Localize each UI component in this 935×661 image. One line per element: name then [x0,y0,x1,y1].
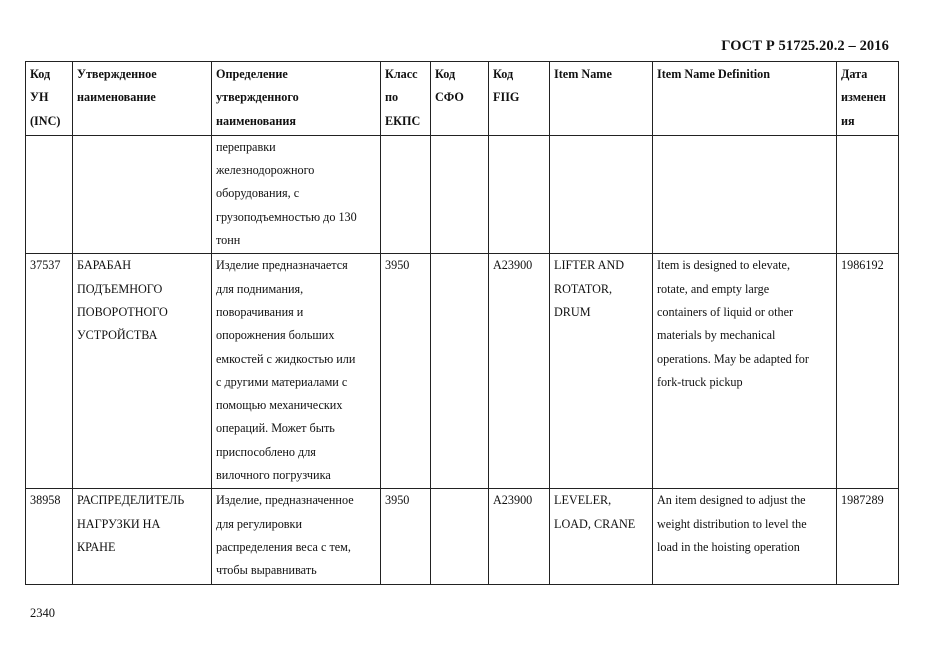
cell-item-name [550,135,653,253]
cell-inc: 37537 [26,254,73,489]
table-row [26,135,899,253]
table-row [26,254,899,489]
column-header-approved-name: Утвержденное наименование [73,62,212,136]
cell-approved-name: РАСПРЕДЕЛИТЕЛЬ НАГРУЗКИ НА КРАНЕ [73,489,212,584]
cell-item-name-definition: Item is designed to elevate, rotate, and empty large containers of liquid or other materials by mechanical operations. May be adapted for fork-truck pickup [653,254,837,489]
cell-sfo-code [431,135,489,253]
cell-item-name-definition [653,135,837,253]
column-header-inc: Код УН (INC) [26,62,73,136]
cell-change-date [837,135,899,253]
column-header-item-name-definition: Item Name Definition [653,62,837,136]
cell-ekps-class: 3950 [381,254,431,489]
cell-fiig-code: A23900 [489,254,550,489]
cell-approved-name [73,135,212,253]
column-header-change-date: Дата изменен ия [837,62,899,136]
cell-sfo-code [431,489,489,584]
cell-ekps-class [381,135,431,253]
cell-name-definition: переправки железнодорожного оборудования, с грузоподъемностью до 130 тонн [212,135,381,253]
cell-inc: 38958 [26,489,73,584]
document-standard-header: ГОСТ Р 51725.20.2 – 2016 [721,38,889,54]
cell-item-name-definition: An item designed to adjust the weight distribution to level the load in the hoisting operation [653,489,837,584]
table-header-row [26,62,899,136]
cell-item-name: LEVELER, LOAD, CRANE [550,489,653,584]
column-header-item-name: Item Name [550,62,653,136]
cell-name-definition: Изделие предназначается для поднимания, поворачивания и опорожнения больших емкостей с жидкостью или с другими материалами с помощью механических операций. Может быть приспособлено для вилочного погрузчика [212,254,381,489]
cell-inc [26,135,73,253]
column-header-ekps-class: Класс по ЕКПС [381,62,431,136]
cell-approved-name: БАРАБАН ПОДЪЕМНОГО ПОВОРОТНОГО УСТРОЙСТВА [73,254,212,489]
column-header-name-definition: Определение утвержденного наименования [212,62,381,136]
cell-sfo-code [431,254,489,489]
cell-item-name: LIFTER AND ROTATOR, DRUM [550,254,653,489]
cell-change-date: 1986192 [837,254,899,489]
cell-fiig-code [489,135,550,253]
cell-change-date: 1987289 [837,489,899,584]
table-row [26,489,899,584]
cell-name-definition: Изделие, предназначенное для регулировки распределения веса с тем, чтобы выравнивать [212,489,381,584]
cell-fiig-code: A23900 [489,489,550,584]
column-header-sfo-code: Код СФО [431,62,489,136]
cell-ekps-class: 3950 [381,489,431,584]
page-number: 2340 [30,606,55,620]
item-catalog-table [25,61,899,585]
column-header-fiig-code: Код FIIG [489,62,550,136]
